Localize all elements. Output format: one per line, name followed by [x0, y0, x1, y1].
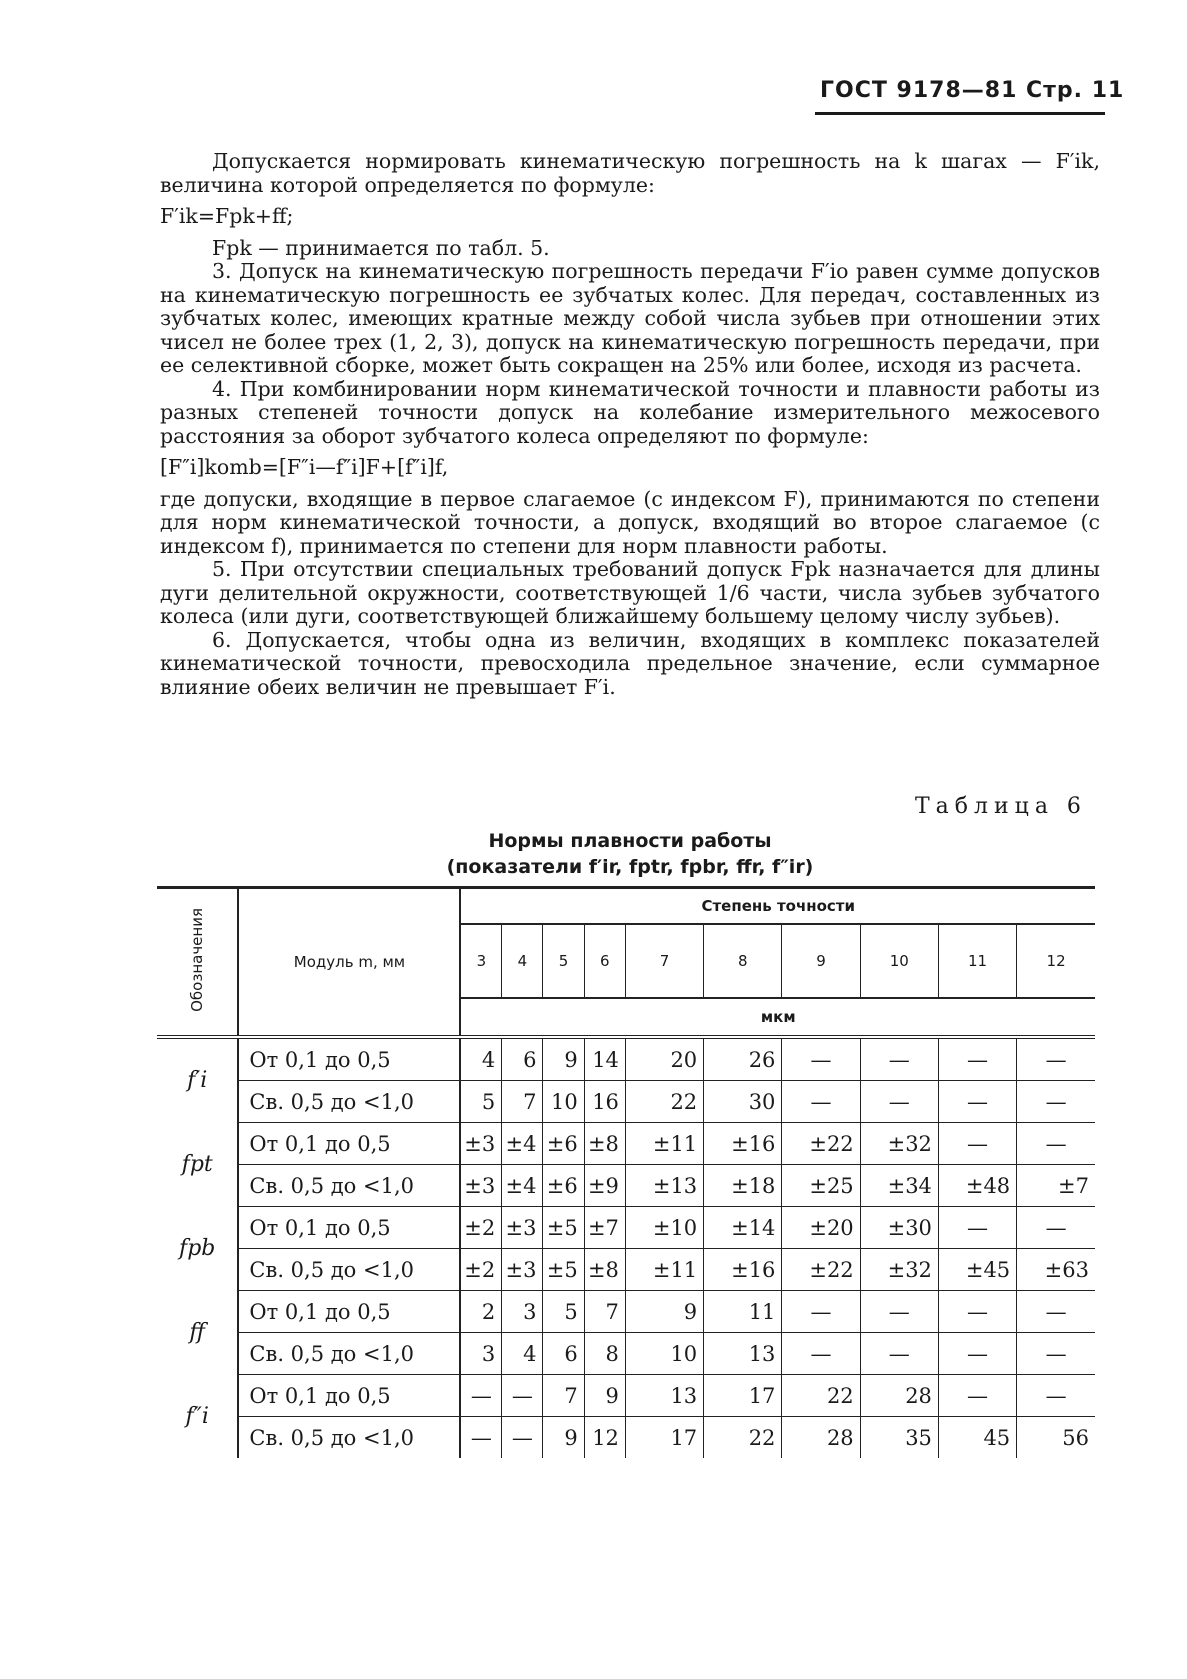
value-cell: —: [782, 1333, 860, 1375]
norms-table: [157, 886, 1095, 1458]
value-cell: ±45: [938, 1249, 1016, 1291]
paragraph: 6. Допускается, чтобы одна из величин, входящих в комплекс показателей кинематической точности, превосходила предельное значение, если суммарное влияние обеих величин не превышает F′i.: [160, 627, 1100, 699]
paragraph: 3. Допуск на кинематическую погрешность передачи F′io равен сумме допусков на кинематическую погрешность ее зубчатых колес. Для передач, составленных из зубчатых колес, имеющих кратные между собой числа зубьев при отношении этих чисел не более трех (1, 2, 3), допуск на кинематическую погрешность передачи, при ее селективной сборке, может быть сокращен на 25% или более, исходя из расчета.: [160, 259, 1100, 377]
value-cell: —: [1017, 1291, 1095, 1333]
value-cell: —: [938, 1037, 1016, 1081]
value-cell: 28: [860, 1375, 938, 1417]
value-cell: —: [938, 1333, 1016, 1375]
table-row: [157, 1123, 1095, 1165]
table-title: [160, 828, 1100, 880]
value-cell: 10: [625, 1333, 703, 1375]
module-cell: От 0,1 до 0,5: [238, 1123, 460, 1165]
value-cell: ±5: [543, 1249, 584, 1291]
value-cell: 6: [502, 1037, 543, 1081]
value-cell: ±63: [1017, 1249, 1095, 1291]
value-cell: 9: [584, 1375, 625, 1417]
value-cell: ±3: [502, 1207, 543, 1249]
header-rule: [815, 112, 1105, 115]
value-cell: ±2: [460, 1249, 501, 1291]
module-header: Модуль m, мм: [238, 888, 460, 1038]
value-cell: —: [1017, 1375, 1095, 1417]
designation-cell: ff: [157, 1291, 238, 1375]
value-cell: 17: [704, 1375, 782, 1417]
value-cell: 20: [625, 1037, 703, 1081]
value-cell: ±2: [460, 1207, 501, 1249]
module-cell: Св. 0,5 до <1,0: [238, 1081, 460, 1123]
value-cell: 3: [460, 1333, 501, 1375]
value-cell: —: [938, 1123, 1016, 1165]
value-cell: 13: [625, 1375, 703, 1417]
degree-number: 10: [860, 924, 938, 998]
value-cell: —: [938, 1081, 1016, 1123]
value-cell: ±34: [860, 1165, 938, 1207]
table-row: [157, 1333, 1095, 1375]
value-cell: 22: [625, 1081, 703, 1123]
table-row: [157, 1417, 1095, 1459]
value-cell: 9: [543, 1037, 584, 1081]
degree-number: 11: [938, 924, 1016, 998]
value-cell: ±16: [704, 1123, 782, 1165]
table-row: [157, 1207, 1095, 1249]
designation-cell: f″i: [157, 1375, 238, 1459]
value-cell: 8: [584, 1333, 625, 1375]
value-cell: 12: [584, 1417, 625, 1459]
value-cell: —: [860, 1081, 938, 1123]
value-cell: —: [938, 1291, 1016, 1333]
value-cell: ±25: [782, 1165, 860, 1207]
value-cell: ±5: [543, 1207, 584, 1249]
designation-cell: f′i: [157, 1037, 238, 1123]
module-cell: От 0,1 до 0,5: [238, 1291, 460, 1333]
table-title-subtitle: (показатели f′ir, fptr, fpbr, ffr, f″ir): [446, 856, 814, 878]
paragraph: 5. При отсутствии специальных требований допуск Fpk назначается для длины дуги делительной окружности, соответствующей 1/6 части, числа зубьев зубчатого колеса (или дуги, соответствующей ближайшему большему целому числу зубьев).: [160, 557, 1100, 628]
value-cell: —: [782, 1037, 860, 1081]
formula: [F″i]komb=[F″i—f″i]F+[f″i]f,: [160, 455, 449, 479]
value-cell: ±30: [860, 1207, 938, 1249]
value-cell: 17: [625, 1417, 703, 1459]
value-cell: —: [782, 1081, 860, 1123]
value-cell: —: [1017, 1037, 1095, 1081]
degree-number: 9: [782, 924, 860, 998]
value-cell: ±8: [584, 1249, 625, 1291]
value-cell: —: [782, 1291, 860, 1333]
module-cell: От 0,1 до 0,5: [238, 1375, 460, 1417]
table-title-main: Нормы плавности работы: [488, 830, 772, 852]
value-cell: ±6: [543, 1123, 584, 1165]
value-cell: 10: [543, 1081, 584, 1123]
value-cell: —: [460, 1417, 501, 1459]
table-row: [157, 1165, 1095, 1207]
value-cell: ±32: [860, 1123, 938, 1165]
value-cell: 28: [782, 1417, 860, 1459]
value-cell: 3: [502, 1291, 543, 1333]
degree-number: 4: [502, 924, 543, 998]
unit-label: мкм: [460, 998, 1095, 1037]
value-cell: 16: [584, 1081, 625, 1123]
value-cell: 7: [584, 1291, 625, 1333]
value-cell: ±11: [625, 1123, 703, 1165]
table-row: [157, 1081, 1095, 1123]
degree-number: 6: [584, 924, 625, 998]
module-cell: Св. 0,5 до <1,0: [238, 1333, 460, 1375]
value-cell: —: [460, 1375, 501, 1417]
value-cell: ±32: [860, 1249, 938, 1291]
value-cell: 56: [1017, 1417, 1095, 1459]
value-cell: ±14: [704, 1207, 782, 1249]
value-cell: ±11: [625, 1249, 703, 1291]
value-cell: —: [1017, 1207, 1095, 1249]
value-cell: —: [860, 1037, 938, 1081]
value-cell: ±18: [704, 1165, 782, 1207]
value-cell: 7: [502, 1081, 543, 1123]
value-cell: —: [1017, 1081, 1095, 1123]
value-cell: —: [938, 1207, 1016, 1249]
value-cell: 5: [460, 1081, 501, 1123]
page-header: ГОСТ 9178—81 Стр. 11: [820, 78, 1125, 103]
value-cell: ±10: [625, 1207, 703, 1249]
formula: F′ik=Fpk+ff;: [160, 204, 294, 228]
value-cell: 5: [543, 1291, 584, 1333]
value-cell: 11: [704, 1291, 782, 1333]
table-row: [157, 1037, 1095, 1081]
value-cell: ±20: [782, 1207, 860, 1249]
value-cell: ±16: [704, 1249, 782, 1291]
table-row: [157, 1375, 1095, 1417]
value-cell: 26: [704, 1037, 782, 1081]
value-cell: ±3: [502, 1249, 543, 1291]
value-cell: 6: [543, 1333, 584, 1375]
value-cell: ±22: [782, 1123, 860, 1165]
table-label: Таблица 6: [915, 794, 1087, 819]
value-cell: 7: [543, 1375, 584, 1417]
value-cell: ±22: [782, 1249, 860, 1291]
value-cell: ±7: [584, 1207, 625, 1249]
table-row: [157, 1249, 1095, 1291]
value-cell: —: [502, 1417, 543, 1459]
degree-header: Степень точности: [460, 888, 1095, 925]
value-cell: —: [938, 1375, 1016, 1417]
designation-cell: fpt: [157, 1123, 238, 1207]
designation-header: Обозначения: [157, 888, 238, 1038]
paragraph: Fpk — принимается по табл. 5.: [212, 235, 550, 260]
degree-number: 12: [1017, 924, 1095, 998]
degree-number: 3: [460, 924, 501, 998]
value-cell: 4: [460, 1037, 501, 1081]
degree-number: 7: [625, 924, 703, 998]
value-cell: 22: [704, 1417, 782, 1459]
value-cell: 22: [782, 1375, 860, 1417]
value-cell: ±7: [1017, 1165, 1095, 1207]
value-cell: —: [860, 1291, 938, 1333]
value-cell: ±13: [625, 1165, 703, 1207]
designation-cell: fpb: [157, 1207, 238, 1291]
value-cell: 30: [704, 1081, 782, 1123]
degree-number: 5: [543, 924, 584, 998]
module-cell: От 0,1 до 0,5: [238, 1207, 460, 1249]
value-cell: 4: [502, 1333, 543, 1375]
value-cell: ±9: [584, 1165, 625, 1207]
value-cell: ±4: [502, 1123, 543, 1165]
value-cell: ±3: [460, 1123, 501, 1165]
value-cell: 35: [860, 1417, 938, 1459]
degree-number: 8: [704, 924, 782, 998]
paragraph: Допускается нормировать кинематическую погрешность на k шагах — F′ik, величина которой определяется по формуле:: [160, 149, 1100, 197]
value-cell: 9: [543, 1417, 584, 1459]
value-cell: —: [1017, 1333, 1095, 1375]
value-cell: 13: [704, 1333, 782, 1375]
table-row: [157, 1291, 1095, 1333]
body-text: [160, 150, 1100, 699]
value-cell: 45: [938, 1417, 1016, 1459]
module-cell: Св. 0,5 до <1,0: [238, 1417, 460, 1459]
value-cell: 2: [460, 1291, 501, 1333]
value-cell: 9: [625, 1291, 703, 1333]
paragraph: где допуски, входящие в первое слагаемое (с индексом F), принимаются по степени для норм кинематической точности, а допуск, входящий во второе слагаемое (с индексом f), принимается по степени для норм плавности работы.: [160, 486, 1100, 558]
value-cell: ±48: [938, 1165, 1016, 1207]
value-cell: ±3: [460, 1165, 501, 1207]
value-cell: ±6: [543, 1165, 584, 1207]
module-cell: Св. 0,5 до <1,0: [238, 1249, 460, 1291]
value-cell: ±4: [502, 1165, 543, 1207]
value-cell: —: [860, 1333, 938, 1375]
paragraph: 4. При комбинировании норм кинематической точности и плавности работы из разных степеней точности допуск на колебание измерительного межосевого расстояния за оборот зубчатого колеса определяют по формуле:: [160, 376, 1100, 448]
module-cell: Св. 0,5 до <1,0: [238, 1165, 460, 1207]
module-cell: От 0,1 до 0,5: [238, 1037, 460, 1081]
value-cell: 14: [584, 1037, 625, 1081]
value-cell: —: [502, 1375, 543, 1417]
value-cell: —: [1017, 1123, 1095, 1165]
value-cell: ±8: [584, 1123, 625, 1165]
